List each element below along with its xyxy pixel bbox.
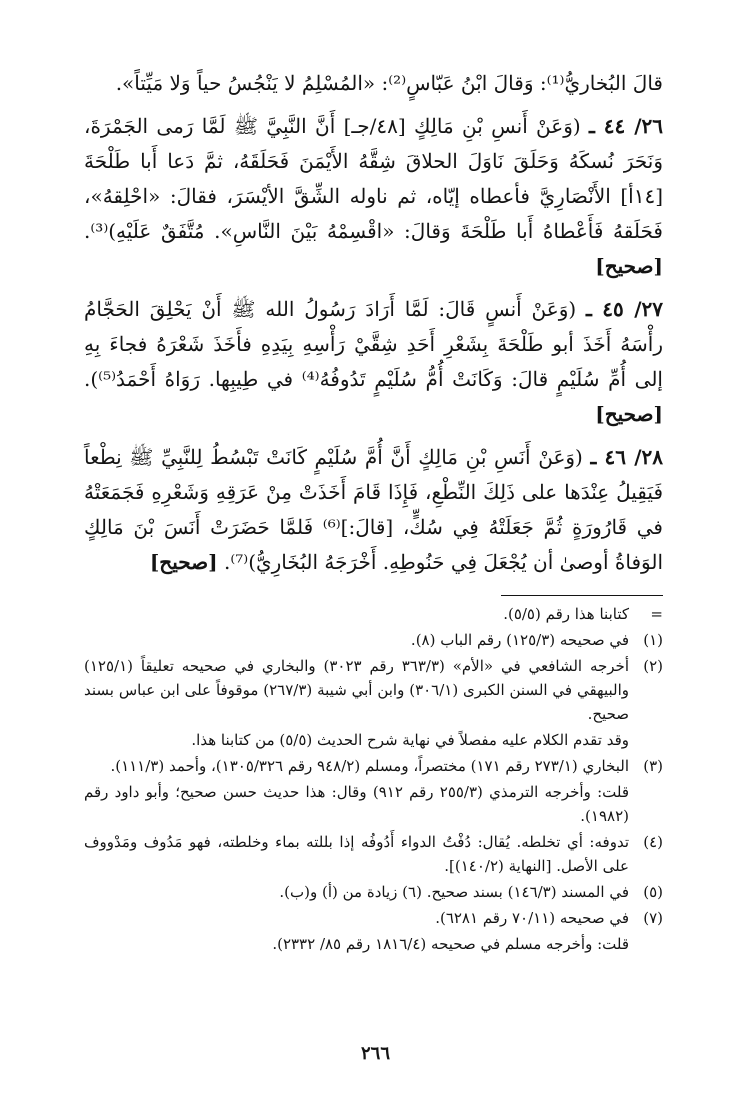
hadith-entry [84,109,663,284]
footnote-text: في المسند (١٤٦/٣) بسند صحيح. (٦) زيادة من (أ) و(ب). [279,883,629,901]
footnote-text: كتابنا هذا رقم (٥/٥). [503,605,629,623]
footnote [84,906,663,956]
footnote-mark: (٢) [643,657,663,675]
footnote-text: في صحيحه (١٢٥/٣) رقم الباب (٨). [410,631,629,649]
hadith-grade: [صحيح] [595,402,663,426]
page-number: ٢٦٦ [360,1043,390,1064]
hadith-number: ٢٨/ ٤٦ ـ [590,445,663,469]
footnote-text: وقد تقدم الكلام عليه مفصلاً في نهاية شرح الحديث (٥/٥) من كتابنا هذا. [191,731,629,749]
hadith-text: (وَعَنْ أَنسٍ قَالَ: لَمَّا أَرَادَ رَسُولُ الله ﷺ أَنْ يَحْلِقَ الحَجَّامُ رأْسَهُ أَخَذَ أبو طَلْحَةَ بِشَعْرِ أَحَدِ شِقَّيْ رَأْسِهِ بِيَدِهِ فأَخَذَ شَعْرَهُ فجاءَ بِهِ إلى أُمِّ سُلَيْمٍ قالَ: وَكَانَتْ أُمُّ سُلَيْمٍ تَدُوفُهُ⁽⁴⁾ في طِيبِها. رَوَاهُ أَحْمَدُ⁽⁵⁾). [84,297,663,391]
footnote [84,628,663,652]
hadith-entry [84,440,663,580]
footnote-text: البخاري (٢٧٣/١ رقم ١٧١) مختصراً، ومسلم (٩٤٨/٢ رقم ١٣٠٥/٣٢٦)، وأحمد (١١١/٣). [110,757,629,775]
hadith-number: ٢٦/ ٤٤ ـ [589,114,663,138]
hadith-entry [84,292,663,432]
footnote-mark: (٧) [643,909,663,927]
footnote-mark: (٥) [643,883,663,901]
footnote-text: قلت: وأخرجه الترمذي (٢٥٥/٣ رقم ٩١٢) وقال: هذا حديث حسن صحيح؛ وأبو داود رقم (١٩٨٢). [84,783,630,825]
footnote-mark: = [650,605,663,623]
footnote [84,602,663,626]
hadith-number: ٢٧/ ٤٥ ـ [586,297,663,321]
footnote-text: أخرجه الشافعي في «الأم» (٣٦٣/٣ رقم ٣٠٢٣) والبخاري في صحيحه تعليقاً (١٢٥/١) والبيهقي في السنن الكبرى (٣٠٦/١) وابن أبي شيبة (٢٦٧/٣) موقوفاً على ابن عباس بسند صحيح. [84,657,629,723]
hadith-text: (وَعَنْ أَنَسِ بْنِ مَالِكٍ أَنَّ أُمَّ سُلَيْمٍ كَانَتْ تَبْسُطُ لِلنَّبِيِّ ﷺ نِطْعاً فَيَقِيلُ عِنْدَها على ذَلِكَ النِّطْعِ، فَإِذَا قَامَ أَخَذَتْ مِنْ عَرَقِهِ وَشَعْرِهِ فَجَمَعَتْهُ في قَارُورَةٍ ثُمَّ جَعَلَتْهُ فِي سُكٍّ، [قالَ:]⁽⁶⁾ فَلمَّا حَضَرَتْ أَنَسَ بْنَ مَالِكٍ الوَفاةُ أوصىٰ أن يُجْعَلَ فِي حَنُوطِهِ. أَخْرَجَهُ البُخَارِيُّ)⁽⁷⁾. [84,445,663,574]
hadith-grade: [صحيح] [149,550,218,574]
footnote-mark: (٤) [643,833,663,851]
main-text [84,66,663,588]
footnote-mark: (٣) [643,757,663,775]
footnote-text: في صحيحه (٧٠/١١ رقم ٦٢٨١). [435,909,629,927]
footnote-mark: (١) [643,631,663,649]
hadith-grade: [صحيح] [595,254,663,278]
footnote [84,754,663,828]
footnote [84,654,663,752]
hadith-text: (وَعَنْ أَنسِ بْنِ مَالِكٍ [٤٨/جـ] أَنَّ النَّبِيَّ ﷺ لَمَّا رَمى الجَمْرَةَ، وَنَحَرَ نُسكَهُ وَحَلَقَ نَاوَلَ الحلاقَ شِقَّهُ الأَيْمَنَ فَحَلَقَهُ، ثمَّ دَعا أَبا طَلْحَةَ [١٤أ] الأَنْصَارِيَّ فأعطاه إيّاه، ثم ناوله الشِّقَّ الأيْسَرَ، فقالَ: «احْلِقهُ»، فَحَلَقهُ فَأَعْطاهُ أَبا طَلْحَةَ وَقالَ: «اقْسِمْهُ بَيْنَ النَّاسِ». مُتَّفَقٌ عَلَيْهِ)⁽³⁾. [84,114,663,243]
footnote-text: قلت: وأخرجه مسلم في صحيحه (١٨١٦/٤ رقم ٨٥/ ٢٣٣٢). [272,935,629,953]
footnote [84,880,663,904]
footnote-text: تدوفه: أي تخلطه. يُقال: دُفْتُ الدواء أَدُوفُه إذا بللته بماء وخلطته، فهو مَدُوف ومَدْووف على الأصل. [النهاية (١٤٠/٢)]. [84,833,629,875]
footnote [84,830,663,878]
footnotes [84,602,663,958]
footnote-divider [501,595,663,596]
intro-line: قالَ البُخاريُّ⁽¹⁾: وَقالَ ابْنُ عَبّاسٍ⁽²⁾: «المُسْلِمُ لا يَنْجُسُ حياً وَلا مَيِّتاً». [115,71,663,95]
